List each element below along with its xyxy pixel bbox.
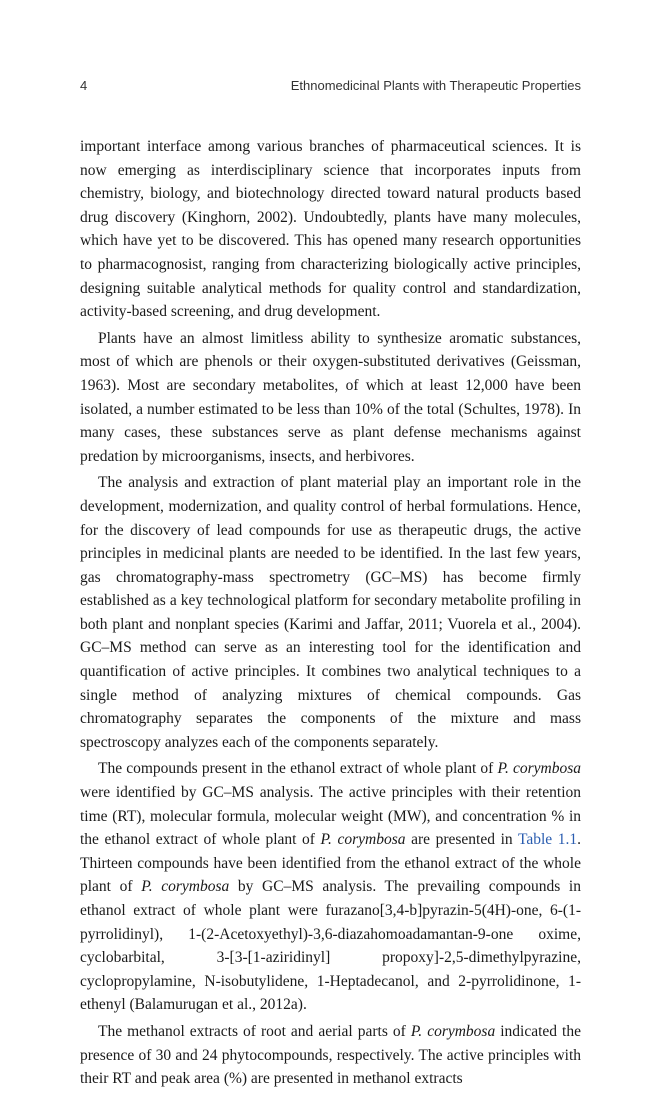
- paragraph-5: [80, 1020, 581, 1091]
- page-number: 4: [80, 78, 88, 93]
- paragraph-4: [80, 757, 581, 1017]
- body-text: [80, 135, 581, 1094]
- text-span: are presented in: [405, 831, 518, 849]
- text-span: The methanol extracts of root and aerial parts of: [98, 1022, 411, 1040]
- running-header: [80, 78, 581, 98]
- paragraph-1: important interface among various branches of pharmaceutical sciences. It is now emerging as interdisciplinary science that incorporates inputs from chemistry, biology, and biotechnology directed toward natural products based drug discovery (Kinghorn, 2002). Undoubtedly, plants have many molecules, which have yet to be discovered. This has opened many research opportunities to pharmacognosist, ranging from characterizing biologically active principles, designing suitable analytical methods for quality control and standardization, activity-based screening, and drug development.: [80, 138, 581, 321]
- paragraph-3: The analysis and extraction of plant material play an important role in the development, modernization, and quality control of herbal formulations. Hence, for the discovery of lead compounds for use as therapeutic drugs, the active principles in medicinal plants are needed to be identified. In the last few years, gas chromatography-mass spectrometry (GC–MS) has become firmly established as a key technological platform for secondary metabolite profiling in both plant and nonplant species (Karimi and Jaffar, 2011; Vuorela et al., 2004). GC–MS method can serve as an interesting tool for the identification and quantification of active principles. It combines two analytical techniques to a single method of analyzing mixtures of chemical compounds. Gas chromatography separates the components of the mixture and mass spectroscopy analyzes each of the components separately.: [80, 474, 581, 751]
- species-name: P. corymbosa: [410, 1022, 496, 1040]
- text-span: The compounds present in the ethanol extract of whole plant of: [98, 760, 498, 778]
- paragraph-2: Plants have an almost limitless ability to synthesize aromatic substances, most of which are phenols or their oxygen-substituted derivatives (Geissman, 1963). Most are secondary metabolites, of which at least 12,000 have been isolated, a number estimated to be less than 10% of the total (Schultes, 1978). In many cases, these substances serve as plant defense mechanisms against predation by microorganisms, insects, and herbivores.: [80, 329, 581, 465]
- table-reference-link[interactable]: Table 1.1: [517, 831, 578, 849]
- running-title: Ethnomedicinal Plants with Therapeutic Properties: [290, 78, 581, 93]
- text-span: indicated the presence of 30 and 24 phytocompounds, respectively. The active principles with their RT and peak area (%) are presented in methanol extracts: [80, 1022, 581, 1088]
- species-name: P. corymbosa: [320, 831, 406, 849]
- text-span: by GC–MS analysis. The prevailing compounds in ethanol extract of whole plant were furazano[3,4-b]pyrazin-5(4H)-one, 6-(1-pyrrolidinyl), 1-(2-Acetoxyethyl)-3,6-diazahomoadamantan-9-one oxime, cyclobarbital, 3-[3-[1-aziridinyl] propoxy]-2,5-dimethylpyrazine, cyclopropylamine, N-isobutylidene, 1-Heptadecanol, and 2-pyrrolidinone, 1-ethenyl (Balamurugan et al., 2012a).: [80, 878, 581, 1014]
- text-span: were identified by GC–MS analysis. The active principles with their retention time (RT), molecular formula, molecular weight (MW), and concentration % in the ethanol extract of whole plant of: [80, 784, 581, 849]
- text-span: . Thirteen compounds have been identified from the ethanol extract of the whole plant of: [80, 831, 581, 896]
- species-name: P. corymbosa: [497, 760, 581, 778]
- species-name: P. corymbosa: [141, 878, 230, 896]
